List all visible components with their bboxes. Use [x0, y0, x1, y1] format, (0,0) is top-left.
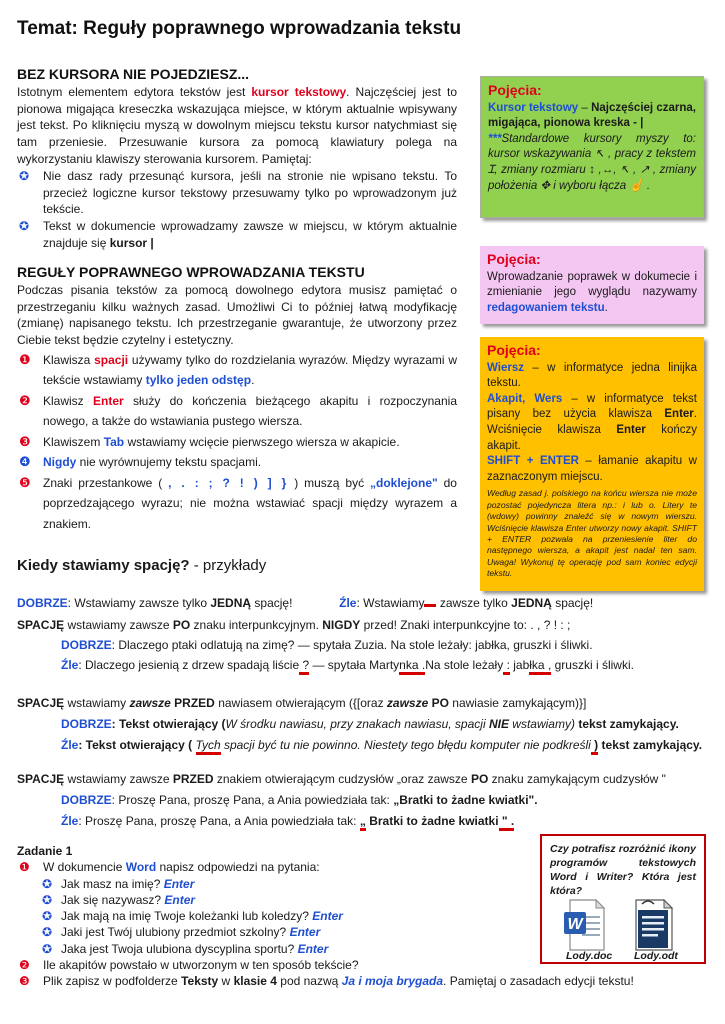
writer-document-icon [632, 898, 676, 952]
list-item: ✪ Tekst w dokumencie wprowadzamy zawsze w miejscu, w którym aktualnie znajduje się kursor | [19, 219, 457, 250]
odt-label: Lody.odt [634, 950, 678, 962]
doc-label: Lody.doc [566, 950, 613, 962]
box-heading: Pojęcia: [488, 82, 542, 98]
examples-heading: Kiedy stawiamy spację? - przykłady [17, 557, 267, 574]
box-heading: Pojęcia: [487, 251, 541, 267]
page-title: Temat: Reguły poprawnego wprowadzania tekstu [17, 18, 462, 39]
task-step-3: ❸ Plik zapisz w podfolderze Teksty w klasie 4 pod nazwą Ja i moja brygada. Pamiętaj o zasadach edycji tekstu! [19, 974, 634, 989]
box-heading: Pojęcia: [487, 342, 541, 358]
section-rules [17, 264, 457, 534]
rule-item-2: ❷ Klawisz Enter służy do kończenia bieżącego akapitu i rozpoczynania nowego, a także do wstawiania pustego wiersza. [19, 392, 457, 429]
icons-question: Czy potrafisz rozróżnić ikony programów tekstowych Word i Writer? Która jest która? [550, 843, 696, 897]
number-1-icon: ❶ [19, 351, 31, 367]
task-step-1: ❶ W dokumencie Word napisz odpowiedzi na pytania: [19, 860, 320, 875]
question-item: ✪ Jak mają na imię Twoje koleżanki lub koledzy? Enter [42, 909, 343, 924]
example-brackets: SPACJĘ wstawiamy zawsze PRZED nawiasem otwierającym ({[oraz zawsze PO nawiasie zamykającym)}] DOBRZE: Tekst otwierający (W środku nawiasu, przy znakach nawiasu, spacji NIE wstawiamy) tekst zamykający. Źle: Tekst otwierający ( Tych spacji być tu nie powinno. Niestety tego błędu komputer nie podkreśli ) tekst zamykający. [17, 694, 717, 754]
task-step-2: ❷ Ile akapitów powstało w utworzonym w ten sposób tekście? [19, 958, 359, 973]
question-item: ✪ Jak masz na imię? Enter [42, 876, 195, 891]
example-quotes: SPACJĘ wstawiamy zawsze PRZED znakiem otwierającym cudzysłów „oraz zawsze PO znaku zamykającym cudzysłów " DOBRZE: Proszę Pana, proszę Pana, a Ania powiedziała tak: „Bratki to żadne kwiatki". Źle: Proszę Pana, proszę Pana, a Ania powiedziała tak: „ Bratki to żadne kwiatki " . [17, 770, 717, 830]
rule-item-4: ❹ Nigdy nie wyrównujemy tekstu spacjami. [17, 452, 457, 473]
ring-bullet-icon: ✪ [42, 876, 53, 891]
rule-item-1: ❶ Klawisza spacji używamy tylko do rozdzielania wyrazów. Między wyrazami w tekście wstawiamy tylko jeden odstęp. [19, 351, 458, 388]
widow-note: Według zasad j. polskiego na końcu wiersza nie może pozostać pojedyncza litera np.: i lub o. Litery te (wdowy) powinny znaleźć się w nowym wierszu. Wciśnięcie klawisza Enter utworzy nowy akapit. SHIFT + ENTER pozwala na przeniesienie liter do następnego wiersza, a akapit jest nadal ten sam. Uwaga! Wykonuj tę operację pod sam koniec edycji tekstu. [487, 488, 697, 579]
example-punctuation: SPACJĘ wstawiamy zawsze PO znaku interpunkcyjnym. NIGDY przed! Znaki interpunkcyjne to: . , ? ! : ; DOBRZE: Dlaczego ptaki odlatują na zimę? — spytała Zuzia. Na stole leżały: jabłka, gruszki i śliwki. Źle: Dlaczego jesienią z drzew spadają liście ? — spytała Martynka .Na stole leżały : jabłka , gruszki i śliwki. [17, 616, 717, 674]
number-3-icon: ❸ [19, 433, 31, 449]
ring-bullet-icon: ✪ [42, 925, 53, 940]
ring-bullet-icon: ✪ [42, 909, 53, 924]
ring-bullet-icon: ✪ [42, 941, 53, 956]
list-item: ✪ Nie dasz rady przesunąć kursora, jeśli na stronie nie wpisano tekstu. To przecież logiczne kursor tekstowy przesuwamy tylko po wprowadzonym już tekście. [19, 168, 457, 217]
question-item: ✪ Jaka jest Twoja ulubiona dyscyplina sportu? Enter [42, 941, 329, 956]
kursor-tekstowy-term: kursor tekstowy [251, 84, 347, 99]
question-item: ✪ Jaki jest Twój ulubiony przedmiot szkolny? Enter [42, 925, 321, 940]
icons-quiz-box [540, 834, 706, 964]
task-heading: Zadanie 1 [17, 844, 73, 858]
number-5-icon: ❺ [19, 474, 31, 490]
number-2-icon: ❷ [19, 958, 30, 973]
concepts-box-editing: Pojęcia: Wprowadzanie poprawek w dokumecie i zmienianie jego wyglądu nazywamy redagowaniem tekstu. [480, 246, 704, 324]
section-cursor-heading: BEZ KURSORA NIE POJEDZIESZ... [17, 66, 250, 82]
section-rules-intro: Podczas pisania tekstów za pomocą dowolnego edytora musisz pamiętać o przestrzeganiu kilku ważnych zasad. Umożliwi Ci to później łatwą modyfikację (zmianę) napisanego tekstu. Ich przestrzeganie gwarantuje, że utworzony przez Ciebie tekst będzie czytelny i estetyczny. [17, 282, 457, 348]
concepts-box-paragraph: Pojęcia: Wiersz – w informatyce jedna linijka tekstu. Akapit, Wers – w informatyce tekst pisany bez użycia klawisza Enter. Wciśnięcie klawisza Enter kończy akapit. SHIFT + ENTER – łamanie akapitu w zaznaczonym miejscu. Według zasad j. polskiego na końcu wiersza nie może pozostać pojedyncza litera np.: i lub o. Litery te (wdowy) powinny znaleźć się w nowym wierszu. Wciśnięcie klawisza Enter utworzy nowy akapit. SHIFT + ENTER pozwala na przeniesienie liter do następnego wiersza, a akapit jest nadal ten sam. Uwaga! Wykonuj tę operację pod sam koniec edycji tekstu. [480, 337, 704, 591]
rule-item-3: ❸ Klawiszem Tab wstawiamy wcięcie pierwszego wiersza w akapicie. [17, 432, 457, 453]
ring-bullet-icon: ✪ [42, 892, 53, 907]
svg-text:W: W [567, 916, 583, 933]
rule-item-5: ❺ Znaki przestankowe ( , . : ; ? ! ) ] } ) muszą być „doklejone" do poprzedzającego wyrazu; nie można wstawiać spacji między wyrazem a znakiem. [19, 474, 457, 531]
number-4-icon: ❹ [19, 454, 31, 470]
number-3-icon: ❸ [19, 974, 30, 989]
ring-bullet-icon: ✪ [19, 219, 30, 234]
ring-bullet-icon: ✪ [19, 168, 30, 183]
question-item: ✪ Jak się nazywasz? Enter [42, 892, 196, 907]
section-cursor [17, 66, 457, 252]
example-single-space: DOBRZE: Wstawiamy zawsze tylko JEDNĄ spację! Źle: Wstawiamy zawsze tylko JEDNĄ spację! [17, 596, 594, 610]
number-2-icon: ❷ [19, 392, 31, 408]
word-document-icon [562, 898, 606, 952]
concepts-box-cursor: Pojęcia: Kursor tekstowy – Najczęściej czarna, migająca, pionowa kreska - | ***Standardowe kursory myszy to: kursor wskazywania ↖ , pracy z tekstem Ɪ, zmiany rozmiaru ↕ ,↔, ↖ , ↗ , zmiany położenia ✥ i wyboru łącza ☝ . [480, 76, 704, 218]
number-1-icon: ❶ [19, 860, 30, 875]
section-rules-heading: REGUŁY POPRAWNEGO WPROWADZANIA TEKSTU [17, 264, 365, 280]
section-cursor-paragraph: Istotnym elementem edytora tekstów jest kursor tekstowy. Najczęściej jest to pionowa migająca kreseczka wskazująca miejsce, w którym aktualnie wpisywany jest tekst. Po kliknięciu myszą w dowolnym miejscu tekstu kursor natychmiast się tam przeniesie. Przesuwanie kursora za pomocą klawiatury polega na wykorzystaniu klawiszy sterowania kursorem. Pamiętaj: [17, 84, 458, 166]
